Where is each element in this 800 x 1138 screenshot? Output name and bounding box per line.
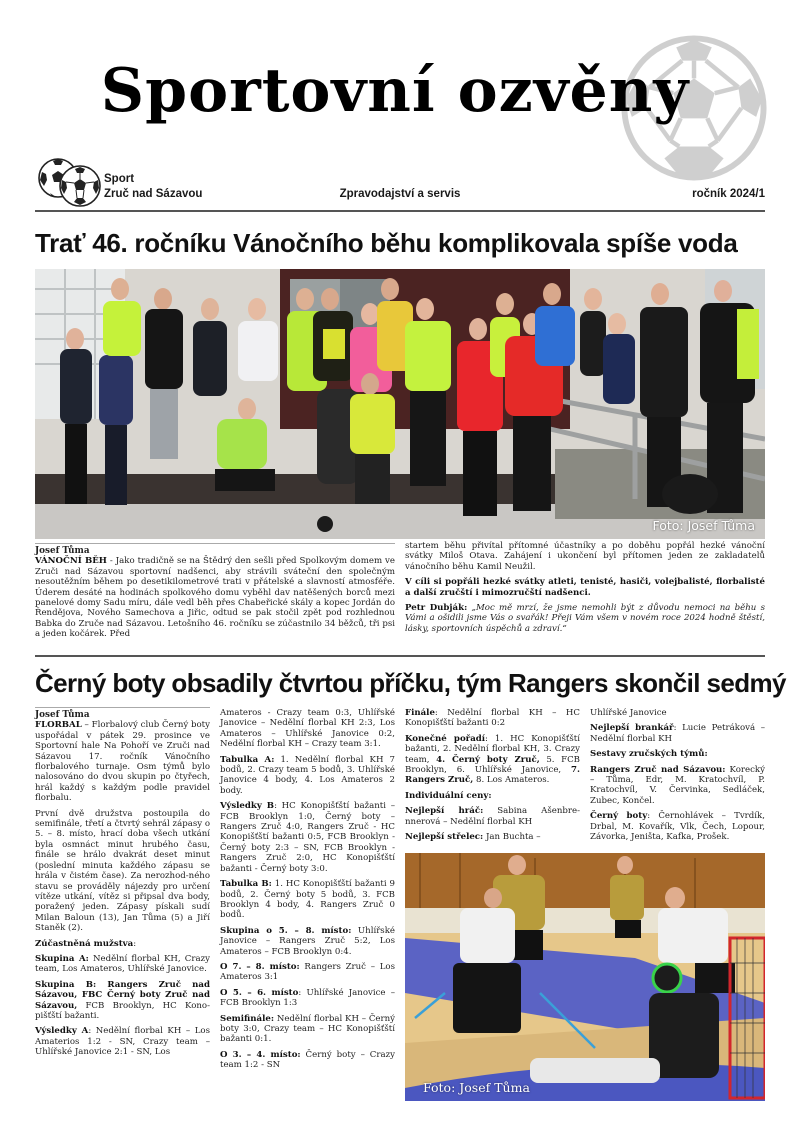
place-5-6-label: O 5. – 6. místo — [220, 987, 299, 998]
best-player-text: Sabina Ašenbre-nnerová – Nedělní florbal KH — [405, 806, 580, 827]
group-a-label: Skupina A: — [35, 953, 89, 964]
results-a-paragraph — [35, 1026, 210, 1057]
article1-headline: Trať 46. ročníku Vánočního běhu komplikovala spíše voda — [35, 228, 738, 258]
best-goalie-label: Nejlepší brankář — [590, 723, 674, 734]
masthead-subtitle: Zpravodajství a servis — [339, 188, 461, 200]
results-a-label: Výsledky A — [35, 1026, 89, 1037]
article2-column-3 — [405, 708, 580, 847]
florbal-lead-text: – Florbalový club Černý boty uspořádal v pátek 29. prosince ve Sportovní hale Na Pohoří ve Zruči nad Sázavou 17. ročník Vánočního florbalového turnaje. Osm týmů bylo nalosováno do dvou skupin po čtyřech, hrál každý s každým podle pravidel florbalu. — [35, 720, 210, 804]
final-label: Finále — [405, 708, 435, 718]
teams-colon: : — [133, 938, 137, 949]
masthead-title: Sportovní ozvěny — [100, 56, 690, 126]
florbal-lead-label: FLORBAL — [35, 720, 82, 731]
awards-heading — [405, 791, 580, 801]
article2-author: Josef Tůma — [35, 707, 210, 720]
cerny-boty-lineup-label: Černý boty — [590, 811, 648, 822]
rangers-lineup-label: Rangers Zruč nad Sázavou: — [590, 764, 726, 775]
place-7-8-text: Rangers Zruč – Los Amateros 3:1 — [220, 961, 396, 983]
best-goalie-paragraph — [590, 723, 765, 744]
best-player-paragraph — [405, 806, 580, 827]
article2-column-1 — [35, 707, 210, 1063]
table-b-text: 1. HC Konopišťští bažanti 9 bodů, 2. Černý boty 5 bodů, 3. FCB Brooklyn 4 body, 4. Rangers Zruč 0 bodů. — [220, 879, 395, 921]
semifinal-paragraph — [220, 1014, 395, 1045]
article1-lead-text: - Jako tradičně se na Štědrý den sešli před Spolkovým domem ve Zruči nad Sázavou sportovní nadšenci, aby strávili sváteční den společným nesoutěžním během po desetikilometrové trati v přátelské a slavností atmosféře. Úderem desáté na hodinách spolkového domu vyběhl dav natěšených borců mezi panelové domy Sadu míru, dále vedl běh přes Chabeřické skály a kopec Jordán do Řendějova, Nového Samechova a Jiřic, odtud se pak stočil zpět pod rozhlednou Babka do Zruče nad Sázavou. Letošního 46. ročníku se zúčastnilo 34 běžců, tři psi a jeden kočárek. Před — [35, 556, 395, 640]
article2-column-4 — [590, 708, 765, 847]
final-order-text-3: 8. Los Amateros. — [473, 775, 550, 786]
best-player-label: Nejlepší hráč: — [405, 806, 484, 817]
place-5-6-text: : Uhlířské Janovice – FCB Brooklyn 1:3 — [220, 987, 395, 1009]
place-7-8-label: O 7. – 8. místo: — [220, 961, 300, 972]
final-order-text-2: 5. FCB Brooklyn, 6. Uhlířské Janovice, — [405, 754, 580, 776]
final-order-label: Konečné pořadí — [405, 733, 486, 744]
article1-photo — [35, 269, 765, 539]
cerny-boty-lineup-paragraph — [590, 811, 765, 842]
best-scorer-continuation: Uhlířské Janovice — [590, 708, 667, 718]
semifinal-label: Semifinále: — [220, 1013, 275, 1024]
group-5-8-paragraph — [220, 926, 395, 957]
article1-continuation: startem běhu přivítal přítomné účastníky a po doběhu popřál hezké vánoční svátky Miloš Otava. Zahájení i ukončení byl přítomen jeden ze zakladatelů vánočního běhu Kamil Neužil. — [405, 541, 765, 572]
best-goalie-text: : Lucie Petráková – Nedělní florbal KH — [590, 723, 766, 744]
place-3-4-text: Černý boty – Crazy team 1:2 - SN — [220, 1049, 396, 1071]
group-5-8-text: Uhlířské Janovice – Rangers Zruč 5:2, Los Amateros – FCB Brooklyn 0:4. — [220, 925, 396, 957]
group-5-8-label: Skupina o 5. – 8. místo: — [220, 925, 352, 936]
final-order-rangers: 7. Rangers Zruč, — [405, 765, 580, 786]
article2-photo — [405, 853, 765, 1101]
results-b-paragraph — [220, 801, 395, 874]
table-a-label: Tabulka A: — [220, 754, 275, 765]
org-line-sport: Sport — [104, 173, 135, 185]
best-scorer-paragraph — [405, 832, 580, 842]
final-order-cerny-boty: 4. Černý boty Zruč, — [436, 754, 540, 765]
results-a-continuation: Amateros - Crazy team 0:3, Uhlířské Janovice – Nedělní florbal KH 2:3, Los Amateros – Uhlířské Janovice 0:2, Nedělní florbal KH – Crazy team 3:1. — [220, 708, 395, 750]
best-scorer-text: Jan Buchta – — [483, 832, 541, 843]
article1-lead-paragraph — [35, 556, 395, 639]
results-b-label: Výsledky B — [220, 801, 275, 812]
issue-number: ročník 2024/1 — [692, 188, 765, 200]
group-runners-photo — [35, 269, 765, 539]
article2-headline: Černý boty obsadily čtvrtou příčku, tým Rangers skončil sedmý — [35, 668, 786, 698]
semifinal-text: Nedělní florbal KH – Černý boty 3:0, Crazy team – HC Konopišťští bažanti 0:1. — [220, 1013, 395, 1045]
cerny-boty-lineup-text: : Černohlávek – Tvrdík, Drbal, M. Kovařík, Vlk, Čech, Lopour, Závorka, Jeništa, Kafka, Prošek. — [590, 811, 765, 843]
florbal-rules-paragraph: První dvě družstva postoupila do semifinále, třetí a čtvrtý sehrál zápasy o 5. – 8. místo, hrací doba všech utkání byla osmnáct minut hrubého času, finále se hrálo dvakrát deset minut (poslední minuta každého zápasu se hrála v čistém čase). Za nerozhod-ného stavu se prováděly nájezdy pro určení vítěze utkání, vítěz si připsal dva body, poražený jeden. Zápasy pískali sudí Milan Baloun (13), Jan Tůma (5) a Jiří Staněk (2). — [35, 808, 210, 934]
masthead-divider — [35, 210, 765, 212]
florbal-lead-paragraph — [35, 720, 210, 803]
floorball-match-photo — [405, 853, 765, 1101]
teams-heading — [35, 939, 210, 949]
lineups-heading — [590, 749, 765, 759]
photo-credit: Foto: Josef Tůma — [652, 518, 755, 533]
place-3-4-label: O 3. – 4. místo: — [220, 1049, 301, 1060]
final-paragraph — [405, 708, 580, 729]
two-soccer-balls-icon — [38, 156, 102, 208]
photo-credit: Foto: Josef Tůma — [423, 1080, 530, 1095]
quote-author: Petr Dubják: — [405, 603, 468, 614]
place-3-4-paragraph — [220, 1050, 395, 1071]
awards-label: Individuální ceny: — [405, 790, 492, 801]
table-b-paragraph — [220, 879, 395, 921]
article1-bold-text: V cíli si popřáli hezké svátky atleti, tenisté, hasiči, volejbalisté, florbalisté a další zručští i mimozručští nadšenci. — [405, 577, 765, 598]
best-scorer-label: Nejlepší střelec: — [405, 832, 484, 843]
place-7-8-paragraph — [220, 962, 395, 983]
final-order-paragraph — [405, 734, 580, 786]
lineups-label: Sestavy zručských týmů: — [590, 749, 708, 760]
group-a-paragraph — [35, 954, 210, 975]
article1-quote — [405, 603, 765, 634]
article2-column-2 — [220, 708, 395, 1076]
article1-column-1 — [35, 543, 395, 645]
final-text: : Nedělní florbal KH – HC Konopišťští bažanti 0:2 — [405, 708, 580, 729]
table-a-paragraph — [220, 755, 395, 797]
group-b-label: Skupina B: Rangers Zruč nad Sázavou, FBC Černý boty Zruč nad Sázavou, — [35, 979, 210, 1011]
article-divider — [35, 655, 765, 657]
place-5-6-paragraph — [220, 988, 395, 1009]
results-a-text: : Nedělní florbal KH – Los Amaterios 1:2 - SN, Crazy team – Uhlířské Janovice 2:1 - SN, Los — [35, 1026, 211, 1058]
final-order-text-1: : 1. HC Konopišťští bažanti, 2. Nedělní florbal KH, 3. Crazy team, — [405, 733, 580, 765]
org-line-town: Zruč nad Sázavou — [104, 188, 203, 200]
article1-lead-label: VÁNOČNÍ BĚH — [35, 556, 107, 567]
results-b-text: : HC Konopišťští bažanti – FCB Brooklyn 1:0, Černý boty – Rangers Zruč 4:0, Rangers Zruč - HC Konopišťští bažanti 0:5, FCB Brooklyn - Černý boty 2:3 – SN, FCB Brooklyn - Rangers Zruč 2:0, HC Konopišťští bažanti - Černý boty 3:0. — [220, 801, 395, 874]
rangers-lineup-text: Korecký – Tůma, Edr, M. Kratochvíl, P. Kratochvíl, V. Červinka, Sedláček, Zubec, Končel. — [590, 764, 765, 806]
quote-text: „Moc mě mrzí, že jsme nemohli být z důvodu nemoci na běhu s Vámi a ošidili jsme Vás o svařák! Přeji Vám všem v novém roce 2024 hodně štěstí, lásky, sportovních úspěchů a zdraví.“ — [405, 603, 766, 634]
rangers-lineup-paragraph — [590, 765, 765, 807]
group-b-text: FCB Brooklyn, HC Kono-pišťští bažanti. — [35, 1000, 210, 1021]
article1-author: Josef Tůma — [35, 543, 395, 556]
article1-column-2 — [405, 541, 765, 639]
table-b-label: Tabulka B: — [220, 879, 272, 890]
article1-bold-paragraph — [405, 577, 765, 598]
masthead — [0, 0, 800, 215]
group-b-paragraph — [35, 980, 210, 1022]
table-a-text: 1. Nedělní florbal KH 7 bodů, 2. Crazy team 5 bodů, 3. Uhlířské Janovice 4 body, 4. Los Amateros 2 body. — [220, 754, 395, 796]
group-a-text: Nedělní florbal KH, Crazy team, Los Amateros, Uhlířské Janovice. — [35, 953, 210, 975]
teams-label: Zúčastněná mužstva — [35, 938, 134, 949]
